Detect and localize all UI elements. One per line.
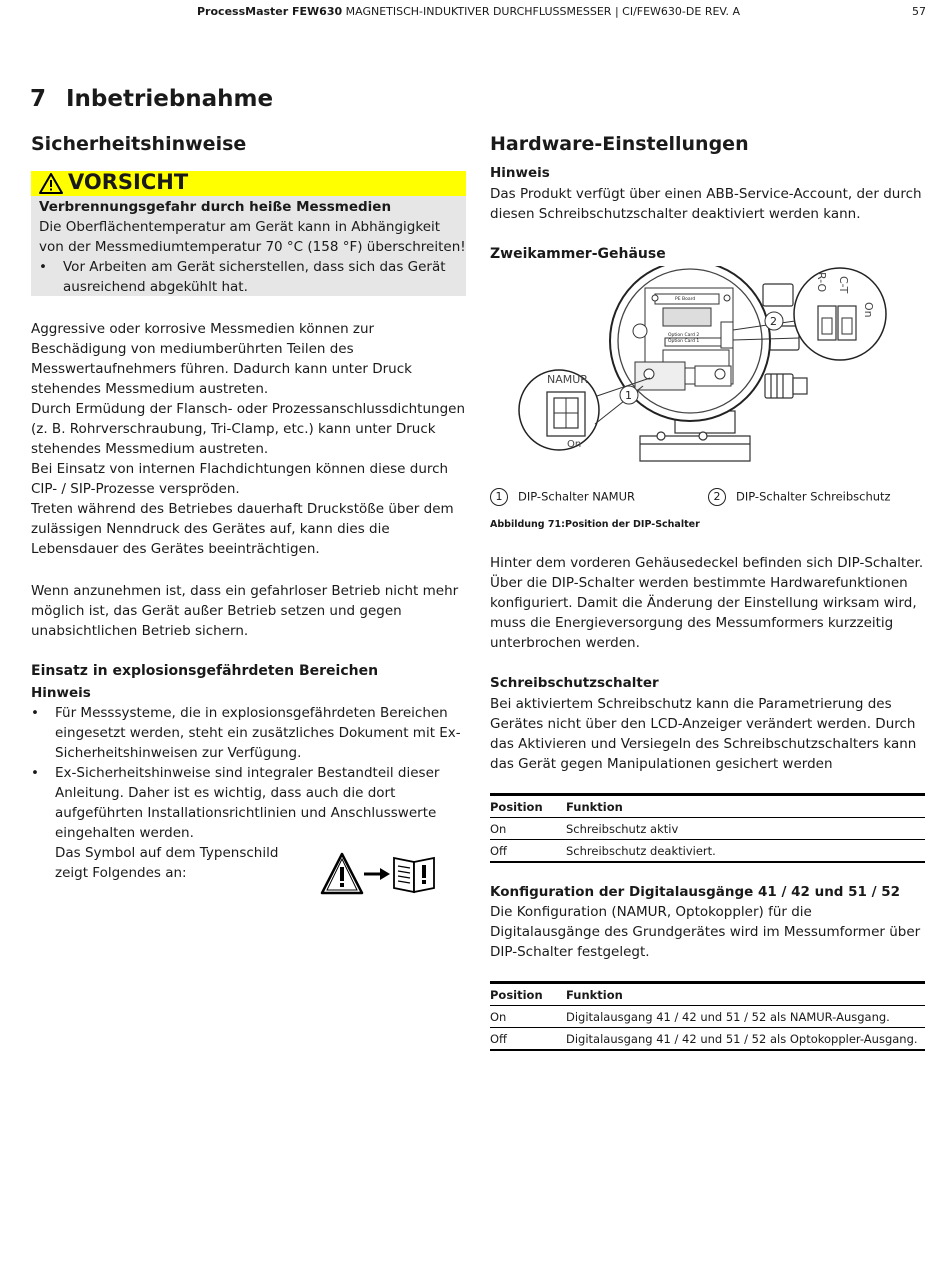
- legend-1-text: DIP-Schalter NAMUR: [518, 489, 635, 504]
- text-line: Digitalausgänge des Grundgerätes wird im Messumformer über: [490, 924, 921, 940]
- config-paragraph: [490, 902, 920, 962]
- board-label: PE Board: [675, 297, 696, 302]
- text-line: Das Symbol auf dem Typenschild: [55, 845, 279, 861]
- table-cell: On: [490, 822, 507, 836]
- text-line: stehendes Messmedium austreten.: [31, 381, 269, 397]
- safe-operation-paragraph: [31, 581, 458, 641]
- text-line: Hinter dem vorderen Gehäusedeckel befinden sich DIP-Schalter.: [490, 555, 924, 571]
- table-cell: Schreibschutz aktiv: [566, 822, 679, 836]
- digital-output-table: [490, 981, 925, 1051]
- text-line: muss die Energieversorgung des Messumformers kurzzeitig: [490, 615, 894, 631]
- text-line: zulässigen Nenndruck des Gerätes auf, kann dies die: [31, 521, 390, 537]
- table-header-function: Funktion: [566, 800, 623, 814]
- header-subtitle: MAGNETISCH-INDUKTIVER DURCHFLUSSMESSER | CI/FEW630-DE REV. A: [342, 5, 741, 18]
- text-line: Bei aktiviertem Schreibschutz kann die Parametrierung des: [490, 696, 892, 712]
- caption-number: Abbildung 71:: [490, 519, 565, 530]
- callout-1: [620, 386, 638, 404]
- ex-heading: Einsatz in explosionsgefährdeten Bereichen: [31, 663, 379, 679]
- chapter-title: Inbetriebnahme: [66, 86, 274, 112]
- page-number: 57: [912, 5, 926, 18]
- chapter-number: 7: [30, 86, 47, 112]
- text-line: unabsichtlichen Betrieb sichern.: [31, 623, 249, 639]
- caution-bullet: [39, 257, 466, 297]
- text-line: Sicherheitshinweisen zur Verfügung.: [55, 745, 302, 761]
- text-line: • Ex-Sicherheitshinweise sind integraler Bestandteil dieser: [55, 765, 440, 781]
- table-row: [490, 840, 925, 863]
- running-header: [0, 5, 950, 21]
- text-line: aufgeführten Installationsrichtlinien und Anschlusswerte: [55, 805, 437, 821]
- legend-item-2: [708, 488, 891, 506]
- text-line: Über die DIP-Schalter werden bestimmte Hardwarefunktionen: [490, 575, 908, 591]
- text-line: unterbrochen werden.: [490, 635, 640, 651]
- text-line: (z. B. Rohrverschraubung, Tri-Clamp, etc.) kann unter Druck: [31, 421, 436, 437]
- option-card-1-label: Option Card 1: [668, 339, 700, 344]
- caution-line: von der Messmediumtemperatur 70 °C (158 °F) überschreiten!: [39, 239, 466, 255]
- chapter-heading: [30, 86, 273, 112]
- ex-symbol: [320, 852, 438, 896]
- legend-2-text: DIP-Schalter Schreibschutz: [736, 489, 891, 504]
- table-cell: On: [490, 1010, 507, 1024]
- table-header-position: Position: [490, 800, 543, 814]
- caution-line: Die Oberflächentemperatur am Gerät kann in Abhängigkeit: [39, 219, 441, 235]
- text-line: Wenn anzunehmen ist, dass ein gefahrloser Betrieb nicht mehr: [31, 583, 459, 599]
- table-cell: Digitalausgang 41 / 42 und 51 / 52 als NAMUR-Ausgang.: [566, 1010, 890, 1024]
- write-protect-paragraph: [490, 694, 916, 774]
- dip-paragraph: [490, 553, 923, 653]
- hazard-paragraph: [31, 319, 465, 559]
- text-line: Treten während des Betriebes dauerhaft Druckstöße über dem: [31, 501, 454, 517]
- ro-label: R-O: [815, 272, 828, 293]
- text-line: das Gerät gegen Manipulationen gesichert werden: [490, 756, 833, 772]
- text-line: zeigt Folgendes an:: [55, 865, 187, 881]
- write-protect-heading: Schreibschutzschalter: [490, 675, 659, 691]
- table-row: [490, 1028, 925, 1051]
- text-line: Aggressive oder korrosive Messmedien können zur: [31, 321, 375, 337]
- text-line: Messwertaufnehmers führen. Dadurch kann unter Druck: [31, 361, 412, 377]
- text-line: Die Konfiguration (NAMUR, Optokoppler) für die: [490, 904, 812, 920]
- hardware-heading: Hardware-Einstellungen: [490, 133, 749, 155]
- table-header-position: Position: [490, 988, 543, 1002]
- legend-item-1: [490, 488, 635, 506]
- ex-bullet-2: [31, 763, 461, 843]
- option-card-2-label: Option Card 2: [668, 333, 700, 338]
- caution-title: Verbrennungsgefahr durch heiße Messmedien: [39, 199, 392, 215]
- header-title: [197, 5, 740, 18]
- text-line: Das Produkt verfügt über einen ABB-Service-Account, der durch: [490, 186, 922, 202]
- ex-bullet-1: [31, 703, 461, 763]
- text-line: Anleitung. Daher ist es wichtig, dass auch die dort: [55, 785, 396, 801]
- table-cell: Digitalausgang 41 / 42 und 51 / 52 als Optokoppler-Ausgang.: [566, 1032, 918, 1046]
- safety-heading: Sicherheitshinweise: [31, 133, 247, 155]
- table-cell: Off: [490, 844, 507, 858]
- table-row: [490, 818, 925, 840]
- text-line: • Für Messsysteme, die in explosionsgefährdeten Bereichen: [55, 705, 448, 721]
- namur-label: NAMUR: [547, 373, 588, 386]
- caution-box: [31, 171, 466, 296]
- figure-caption: [490, 519, 700, 530]
- caution-text: [39, 197, 466, 297]
- on-label-right: On: [862, 302, 875, 318]
- text-line: Lebensdauer des Gerätes beeinträchtigen.: [31, 541, 320, 557]
- ct-label: C-T: [837, 276, 850, 294]
- config-heading: Konfiguration der Digitalausgänge 41 / 42 und 51 / 52: [490, 884, 901, 900]
- write-protect-table: [490, 793, 925, 863]
- warning-triangle-icon: [39, 173, 63, 194]
- warning-triangle-icon: [322, 854, 362, 893]
- manual-book-icon: [394, 858, 434, 892]
- text-line: DIP-Schalter festgelegt.: [490, 944, 650, 960]
- table-header-row: [490, 796, 925, 818]
- housing-heading: Zweikammer-Gehäuse: [490, 246, 666, 262]
- callout-2-number: 2: [770, 315, 777, 328]
- header-product: ProcessMaster FEW630: [197, 5, 343, 18]
- text-line: das Aktivieren und Versiegeln des Schreibschutzschalters kann: [490, 736, 917, 752]
- arrow-right-icon: [364, 868, 390, 880]
- text-line: Durch Ermüdung der Flansch- oder Prozessanschlussdichtungen: [31, 401, 466, 417]
- text-line: konfiguriert. Damit die Änderung der Einstellung wirksam wird,: [490, 595, 917, 611]
- callout-1-number: 1: [625, 389, 632, 402]
- legend-1-number: 1: [490, 488, 508, 506]
- callout-2: [765, 312, 783, 330]
- table-header-row: [490, 984, 925, 1006]
- text-line: Bei Einsatz von internen Flachdichtungen können diese durch: [31, 461, 449, 477]
- text-line: CIP- / SIP-Prozesse verspröden.: [31, 481, 240, 497]
- caution-bullet-line: ausreichend abgekühlt hat.: [63, 279, 248, 295]
- text-line: stehendes Messmedium austreten.: [31, 441, 269, 457]
- text-line: eingesetzt werden, steht ein zusätzliches Dokument mit Ex-: [55, 725, 461, 741]
- text-line: Gerätes nicht über den LCD-Anzeiger verändert werden. Durch: [490, 716, 916, 732]
- hw-note-label: Hinweis: [490, 165, 550, 181]
- text-line: möglich ist, das Gerät außer Betrieb setzen und gegen: [31, 603, 402, 619]
- caution-band: [31, 171, 466, 196]
- table-cell: Off: [490, 1032, 507, 1046]
- text-line: Beschädigung von mediumberührten Teilen des: [31, 341, 354, 357]
- legend-2-number: 2: [708, 488, 726, 506]
- text-line: eingehalten werden.: [55, 825, 194, 841]
- on-label: On: [567, 439, 582, 450]
- hw-note-text: [490, 184, 922, 224]
- caption-text: Position der DIP-Schalter: [565, 519, 700, 530]
- text-line: diesen Schreibschutzschalter deaktiviert werden kann.: [490, 206, 861, 222]
- caution-bullet-line: • Vor Arbeiten am Gerät sicherstellen, dass sich das Gerät: [63, 259, 446, 275]
- table-header-function: Funktion: [566, 988, 623, 1002]
- table-cell: Schreibschutz deaktiviert.: [566, 844, 716, 858]
- caution-label: VORSICHT: [68, 170, 189, 194]
- dip-switch-figure: [515, 266, 890, 474]
- ex-note-label: Hinweis: [31, 685, 91, 701]
- table-row: [490, 1006, 925, 1028]
